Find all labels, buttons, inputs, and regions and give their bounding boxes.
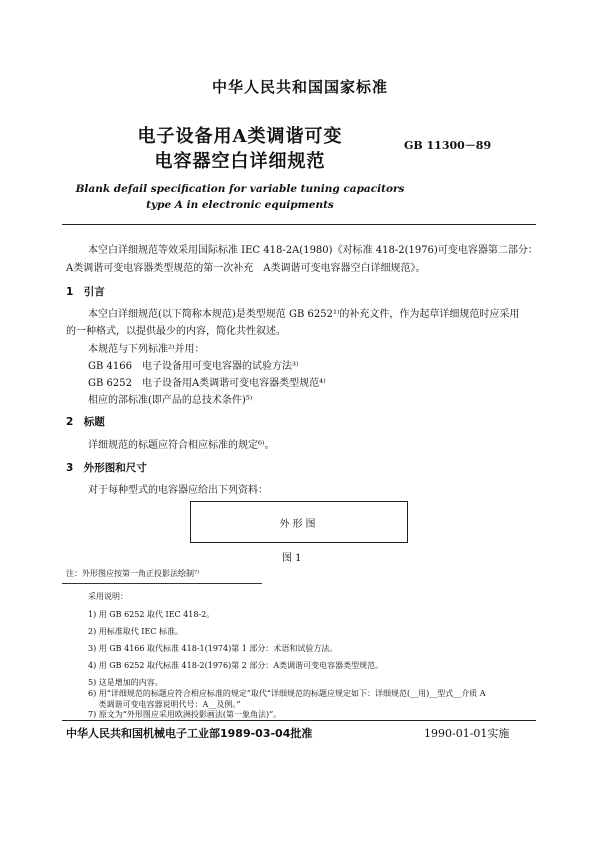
footer-rule — [62, 720, 536, 721]
implementation-date: 1990-01-01实施 — [424, 727, 510, 740]
standard-category: 中华人民共和国国家标准 — [211, 78, 388, 96]
footnote-item: 5) 这是增加的内容。 — [88, 678, 163, 687]
footnote-item: 1) 用 GB 6252 取代 IEC 418-2。 — [88, 610, 215, 619]
section-1-para-line-2: 的一种格式，以提供最少的内容，简化共性叙述。 — [66, 326, 286, 337]
section-2-text: 详细规范的标题应符合相应标准的规定⁶⁾。 — [88, 440, 275, 451]
intro-line-2: A类调谐可变电容器类型规范的第一次补充 A类调谐可变电容器空白详细规范》。 — [66, 263, 426, 274]
footnote-item: 类调谐可变电容器说明代号：A__及例。” — [88, 700, 241, 709]
outline-drawing-label: 外形图 — [279, 519, 319, 530]
footnote-item: 7) 原文为“外形图应采用欧洲投影画法(第一象角法)”。 — [88, 710, 282, 719]
figure-note: 注：外形图应按第一角正投影法绘制⁷⁾ — [66, 569, 200, 578]
reference-gb4166: GB 4166 电子设备用可变电容器的试验方法³⁾ — [88, 361, 299, 372]
footnote-item: 6) 用“详细规范的标题应符合相应标准的规定”取代“详细规范的标题应规定如下：详细规范(__用)__型式__介质 A — [88, 689, 486, 698]
section-1-para-2: 本规范与下列标准²⁾并用： — [88, 344, 205, 355]
section-3-text: 对于每种型式的电容器应给出下列资料： — [88, 485, 268, 496]
reference-gb6252: GB 6252 电子设备用A类调谐可变电容器类型规范⁴⁾ — [88, 378, 326, 389]
section-3-heading: 3 外形图和尺寸 — [66, 462, 147, 474]
section-1-heading: 1 引言 — [66, 286, 105, 298]
title-line-1: 电子设备用A类调谐可变 — [137, 126, 343, 147]
footnote-item: 4) 用 GB 6252 取代标准 418-2(1976)第 2 部分：A类调谐可变电容器类型规范。 — [88, 661, 384, 670]
outline-drawing-box — [190, 501, 408, 543]
approval-publisher: 中华人民共和国机械电子工业部1989-03-04批准 — [66, 727, 313, 740]
footnotes-title: 采用说明： — [88, 592, 128, 601]
reference-ministry-standard: 相应的部标准(即产品的总技术条件)⁵⁾ — [88, 395, 253, 406]
footnote-rule — [62, 583, 262, 584]
intro-line-1: 本空白详细规范等效采用国际标准 IEC 418-2A(1980)《对标准 418-2(1976)可变电容器第二部分： — [88, 245, 538, 256]
english-title-line-1: Blank defail specification for variable tuning capacitors — [75, 183, 405, 195]
footnote-item: 3) 用 GB 4166 取代标准 418-1(1974)第 1 部分：术语和试验方法。 — [88, 644, 338, 653]
standard-number: GB 11300－89 — [404, 139, 492, 152]
footnote-item: 2) 用标准取代 IEC 标准。 — [88, 627, 183, 636]
english-title-line-2: type A in electronic equipments — [146, 199, 334, 211]
section-2-heading: 2 标题 — [66, 416, 105, 428]
header-rule — [62, 224, 536, 225]
section-1-para-line-1: 本空白详细规范(以下简称本规范)是类型规范 GB 6252¹⁾的补充文件，作为起草详细规范时应采用 — [88, 309, 520, 320]
title-line-2: 电容器空白详细规范 — [154, 151, 326, 172]
figure-caption: 图 1 — [282, 553, 302, 564]
